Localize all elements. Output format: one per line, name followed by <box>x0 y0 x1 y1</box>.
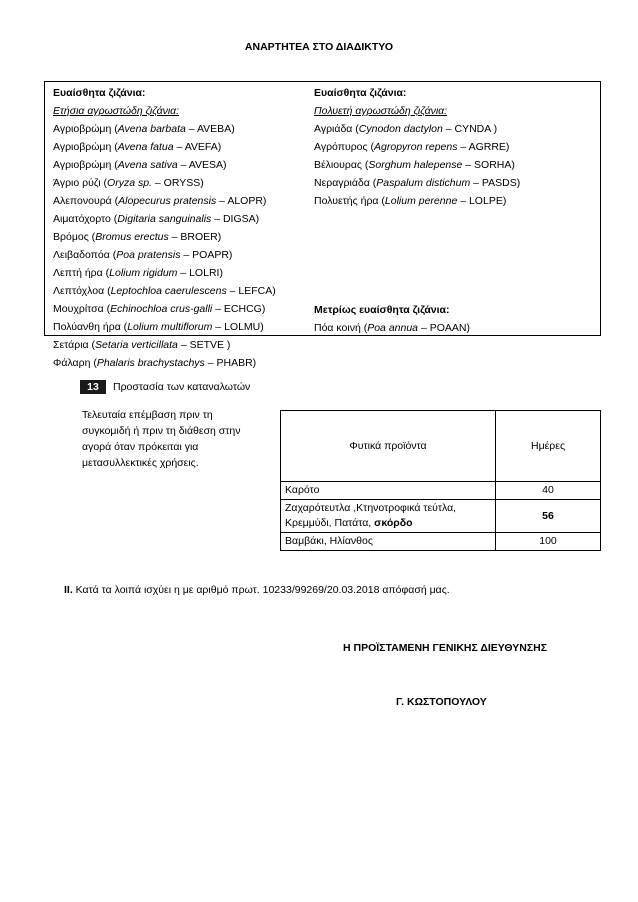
weed-item <box>53 210 276 228</box>
pre-harvest-interval-text: Τελευταία επέμβαση πριν τη συγκομιδή ή πριν τη διάθεση στην αγορά όταν πρόκειται για μετασυλλεκτικές χρήσεις. <box>82 409 241 469</box>
weed-item <box>314 120 520 138</box>
pre-harvest-interval-table <box>280 410 601 551</box>
weed-code: – LEFCA) <box>226 285 276 297</box>
weed-code: – CYNDA ) <box>442 123 498 135</box>
weed-item <box>53 336 276 354</box>
weed-item <box>53 282 276 300</box>
weed-code: – LOLRI) <box>177 267 223 279</box>
annual-grass-weeds-subheading: Ετήσια αγρωστώδη ζιζάνια: <box>53 105 180 117</box>
weed-latin-name: Agropyron repens <box>374 141 458 153</box>
weed-code: – DIGSA) <box>211 213 260 225</box>
weed-latin-name: Oryza sp. <box>107 177 152 189</box>
weed-code: – POAPR) <box>180 249 233 261</box>
weed-latin-name: Avena barbata <box>117 123 186 135</box>
annual-weed-list <box>53 120 276 372</box>
weed-code: – SORHA) <box>462 159 515 171</box>
table-row <box>281 533 601 551</box>
weed-common-name: Βρόμος ( <box>53 231 96 243</box>
weed-latin-name: Cynodon dactylon <box>358 123 443 135</box>
weed-code: – ORYSS) <box>151 177 204 189</box>
note-prefix: ΙΙ. <box>64 584 73 596</box>
weed-item <box>53 300 276 318</box>
weed-code: – AVESA) <box>177 159 227 171</box>
product-cell <box>281 482 496 500</box>
weed-common-name: Αγρόπυρος ( <box>314 141 375 153</box>
weed-latin-name: Paspalum distichum <box>376 177 471 189</box>
weed-latin-name: Digitaria sanguinalis <box>117 213 212 225</box>
moderately-sensitive-heading: Μετρίως ευαίσθητα ζιζάνια: <box>314 304 450 316</box>
weed-common-name: Λειβαδοπόα ( <box>53 249 117 261</box>
weed-code: – PASDS) <box>470 177 521 189</box>
weed-common-name: Αγριοβρώμη ( <box>53 141 118 153</box>
weed-code: – POAAN) <box>418 322 470 334</box>
weed-common-name: Νεραγριάδα ( <box>314 177 377 189</box>
weed-common-name: Αγριάδα ( <box>314 123 359 135</box>
weed-code: – LOLPE) <box>457 195 507 207</box>
weed-item <box>53 138 276 156</box>
weed-code: – ALOPR) <box>216 195 267 207</box>
weed-common-name: Βέλιουρας ( <box>314 159 369 171</box>
weed-item <box>53 264 276 282</box>
weed-item <box>53 228 276 246</box>
product-text-bold: σκόρδο <box>374 517 413 529</box>
weed-latin-name: Lolium multiflorum <box>127 321 213 333</box>
table-row <box>281 500 601 533</box>
sensitive-weeds-heading: Ευαίσθητα ζιζάνια: <box>314 87 407 99</box>
weed-latin-name: Setaria verticillata <box>95 339 178 351</box>
product-text: Βαμβάκι, Ηλίανθος <box>285 535 373 547</box>
table-row <box>281 482 601 500</box>
sensitive-weeds-heading: Ευαίσθητα ζιζάνια: <box>53 87 146 99</box>
weed-common-name: Αιματόχορτο ( <box>53 213 118 225</box>
weed-latin-name: Poa pratensis <box>116 249 181 261</box>
weed-common-name: Αλεπονουρά ( <box>53 195 119 207</box>
product-text: Ζαχαρότευτλα ,Κτηνοτροφικά τεύτλα, Κρεμμύδι, Πατάτα, <box>285 502 457 529</box>
signer-name: Γ. ΚΩΣΤΟΠΟΥΛΟΥ <box>396 696 487 708</box>
document-header-title: ΑΝΑΡΤΗΤΕΑ ΣΤΟ ΔΙΑΔΙΚΤΥΟ <box>244 41 394 53</box>
days-cell: 40 <box>496 482 601 500</box>
weed-item <box>314 192 520 210</box>
weed-common-name: Αγριοβρώμη ( <box>53 123 118 135</box>
weed-item <box>314 174 520 192</box>
weed-code: – BROER) <box>168 231 222 243</box>
weed-latin-name: Echinochloa crus-galli <box>110 303 213 315</box>
weed-item <box>314 319 470 337</box>
note-text: Κατά τα λοιπά ισχύει η με αριθμό πρωτ. 10233/99269/20.03.2018 απόφασή μας. <box>72 584 450 596</box>
weed-code: – AGRRE) <box>457 141 510 153</box>
weed-code: – LOLMU) <box>212 321 264 333</box>
table-header-row <box>281 411 601 482</box>
perennial-grass-weeds-subheading: Πολυετή αγρωστώδη ζιζάνια: <box>314 105 448 117</box>
weed-latin-name: Lolium rigidum <box>109 267 178 279</box>
weed-common-name: Πόα κοινή ( <box>314 322 368 334</box>
section-title: Προστασία των καταναλωτών <box>113 381 251 393</box>
weed-common-name: Μουχρίτσα ( <box>53 303 111 315</box>
weed-common-name: Πολυετής ήρα ( <box>314 195 385 207</box>
weed-common-name: Φάλαρη ( <box>53 357 97 369</box>
days-cell: 56 <box>496 500 601 533</box>
weed-common-name: Πολύανθη ήρα ( <box>53 321 128 333</box>
signer-title: Η ΠΡΟΪΣΤΑΜΕΝΗ ΓΕΝΙΚΗΣ ΔΙΕΥΘΥΝΣΗΣ <box>343 642 548 654</box>
product-cell <box>281 500 496 533</box>
weed-code: – PHABR) <box>204 357 257 369</box>
perennial-grass-weeds-column <box>314 84 520 210</box>
sensitive-weeds-box <box>44 81 601 369</box>
weed-item <box>314 156 520 174</box>
weed-code: – ECHCG) <box>212 303 266 315</box>
section-number-badge: 13 <box>80 380 106 394</box>
closing-note <box>64 582 450 598</box>
weed-latin-name: Leptochloa caerulescens <box>110 285 227 297</box>
weed-latin-name: Phalaris brachystachys <box>96 357 205 369</box>
moderately-sensitive-block <box>314 301 470 337</box>
weed-latin-name: Bromus erectus <box>95 231 169 243</box>
weed-latin-name: Sorghum halepense <box>368 159 463 171</box>
weed-item <box>53 318 276 336</box>
weed-code: – AVEBA) <box>185 123 235 135</box>
weed-common-name: Άγριο ρύζι ( <box>53 177 108 189</box>
weed-latin-name: Alopecurus pratensis <box>118 195 217 207</box>
weed-item <box>53 120 276 138</box>
weed-latin-name: Poa annua <box>367 322 419 334</box>
weed-common-name: Λεπτή ήρα ( <box>53 267 110 279</box>
column-header-products: Φυτικά προϊόντα <box>281 411 496 482</box>
weed-latin-name: Avena fatua <box>117 141 174 153</box>
weed-latin-name: Lolium perenne <box>384 195 458 207</box>
perennial-weed-list <box>314 120 520 210</box>
weed-item <box>53 354 276 372</box>
weed-common-name: Αγριοβρώμη ( <box>53 159 118 171</box>
product-text: Καρότο <box>285 484 320 496</box>
weed-common-name: Σετάρια ( <box>53 339 96 351</box>
annual-grass-weeds-column <box>53 84 276 372</box>
weed-code: – AVEFA) <box>173 141 222 153</box>
weed-common-name: Λεπτόχλοα ( <box>53 285 111 297</box>
weed-item <box>53 156 276 174</box>
weed-item <box>53 246 276 264</box>
days-cell: 100 <box>496 533 601 551</box>
column-header-days: Ημέρες <box>496 411 601 482</box>
weed-code: – SETVE ) <box>177 339 231 351</box>
weed-item <box>314 138 520 156</box>
weed-item <box>53 174 276 192</box>
weed-item <box>53 192 276 210</box>
product-cell <box>281 533 496 551</box>
weed-latin-name: Avena sativa <box>117 159 178 171</box>
